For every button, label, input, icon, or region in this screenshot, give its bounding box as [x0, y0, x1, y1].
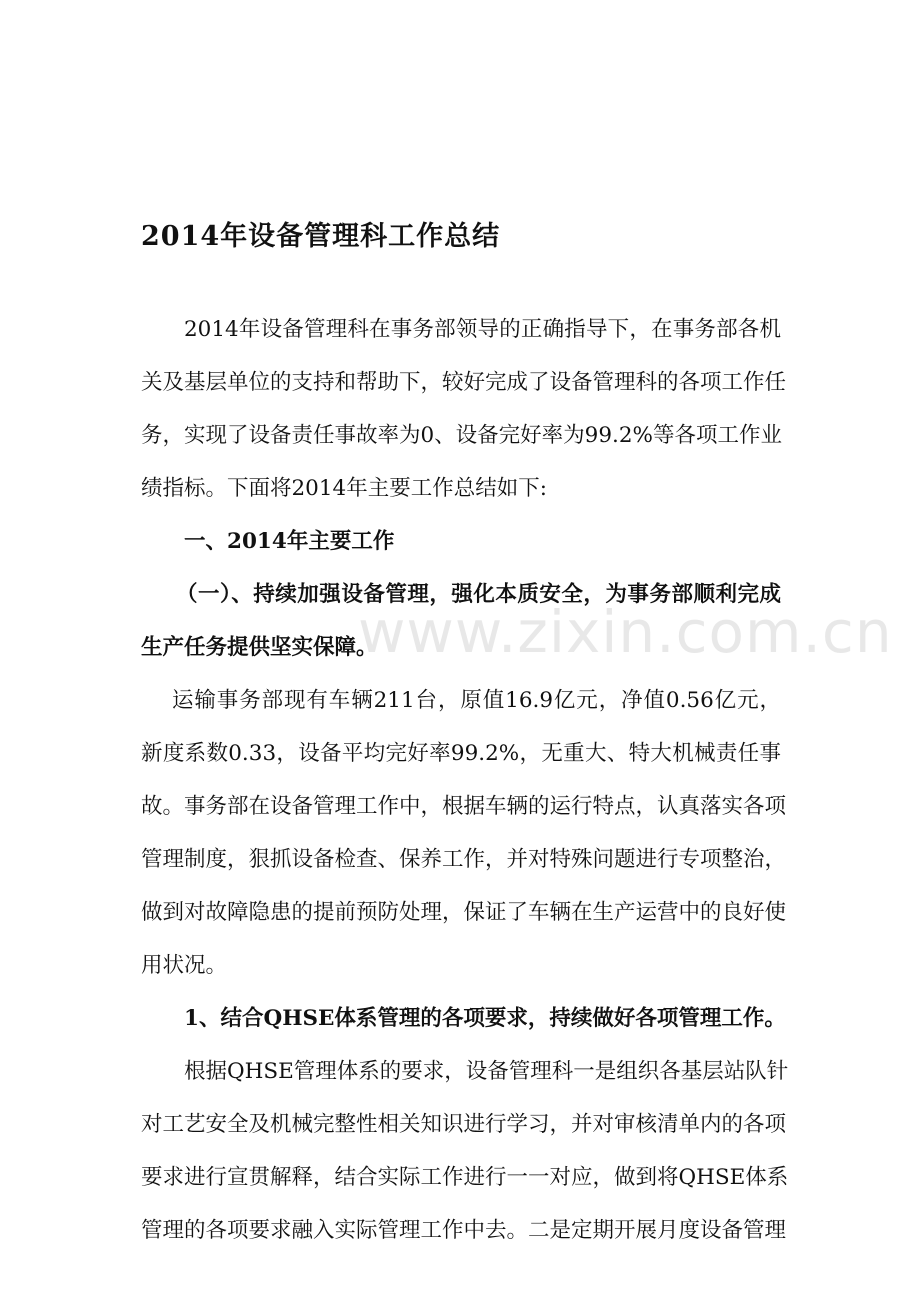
- paragraph-line: 2014年设备管理科在事务部领导的正确指导下，在事务部各机: [184, 317, 781, 342]
- paragraph-line: 务，实现了设备责任事故率为0、设备完好率为99.2%等各项工作业: [141, 423, 782, 448]
- item-heading: 1、结合QHSE体系管理的各项要求，持续做好各项管理工作。: [184, 1006, 786, 1031]
- document-title: 2014年设备管理科工作总结: [141, 221, 501, 252]
- paragraph-line: 运输事务部现有车辆211台，原值16.9亿元，净值0.56亿元，: [172, 688, 781, 713]
- paragraph-line: 要求进行宣贯解释，结合实际工作进行一一对应，做到将QHSE体系: [141, 1165, 789, 1190]
- paragraph-line: 管理制度，狠抓设备检查、保养工作，并对特殊问题进行专项整治，: [141, 847, 787, 872]
- paragraph-line: 做到对故障隐患的提前预防处理，保证了车辆在生产运营中的良好使: [141, 900, 787, 925]
- watermark: www.zixin.com.cn: [358, 598, 893, 666]
- paragraph-line: 绩指标。下面将2014年主要工作总结如下:: [141, 476, 547, 501]
- paragraph-line: 关及基层单位的支持和帮助下，较好完成了设备管理科的各项工作任: [141, 370, 787, 395]
- section-heading: 一、2014年主要工作: [184, 529, 395, 554]
- paragraph-line: 对工艺安全及机械完整性相关知识进行学习，并对审核清单内的各项: [141, 1112, 787, 1137]
- subsection-heading: （一）、持续加强设备管理，强化本质安全，为事务部顺利完成: [176, 582, 781, 607]
- paragraph-line: 用状况。: [141, 953, 228, 978]
- paragraph-line: 根据QHSE管理体系的要求，设备管理科一是组织各基层站队针: [184, 1059, 789, 1084]
- paragraph-line: 新度系数0.33，设备平均完好率99.2%，无重大、特大机械责任事: [141, 741, 781, 766]
- paragraph-line: 故。事务部在设备管理工作中，根据车辆的运行特点，认真落实各项: [141, 794, 787, 819]
- paragraph-line: 管理的各项要求融入实际管理工作中去。二是定期开展月度设备管理: [141, 1218, 787, 1243]
- subsection-heading: 生产任务提供坚实保障。: [141, 635, 378, 660]
